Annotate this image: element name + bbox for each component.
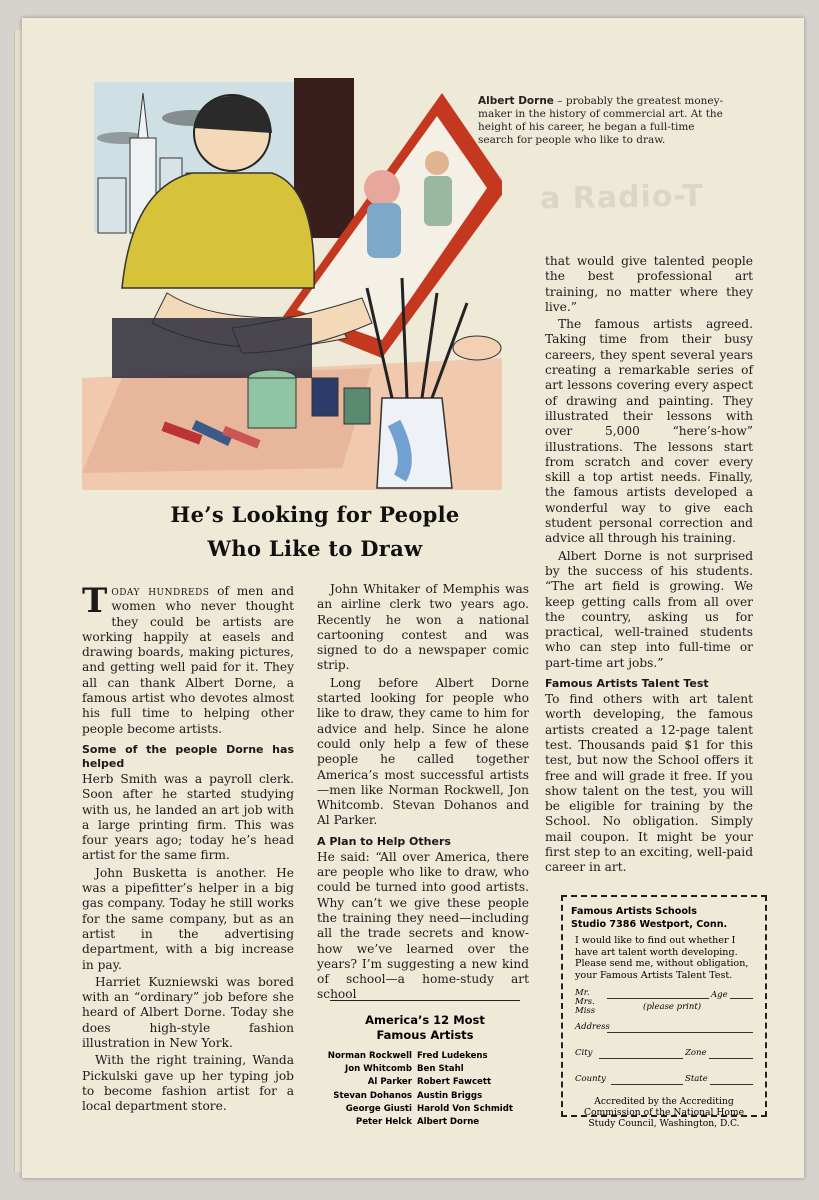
drop-cap: T [82,581,108,621]
artists-list-title [330,1013,520,1043]
article-paragraph: Herb Smith was a payroll clerk. Soon after he started studying with us, he landed an art job with a large printing firm. This was four years ago; today he’s head artist for the same firm. [82,771,294,863]
artist-name: Jon Whitcomb [345,1064,412,1075]
artist-name: Ben Stahl [417,1064,464,1075]
artist-name: Fred Ludekens [417,1051,488,1061]
article-paragraph: With the right training, Wanda Pickulski gave up her typing job to become fashion artist for a local department store. [82,1053,294,1114]
article-paragraph: John Busketta is another. He was a pipefitter’s helper in a big gas company. Today he still works for the same company, but as an artist in the advertising department, with a big increase in pay. [82,865,294,972]
headline-line-2: Who Like to Draw [207,536,423,561]
address-label: Address [575,1022,610,1032]
address-field[interactable] [571,1022,757,1034]
artists-names [312,1050,542,1129]
article-column-3 [545,254,753,878]
age-label: Age [711,990,728,1000]
artist-name: Austin Briggs [417,1090,483,1101]
subhead-people-helped: Some of the people Dorne has helped [82,742,294,770]
subhead-plan: A Plan to Help Others [317,834,451,848]
illustration-caption [478,95,728,147]
print-hint: (please print) [643,1002,702,1012]
artist-row [312,1090,542,1103]
artist-row [312,1116,542,1129]
artist-name: Robert Fawcett [417,1077,492,1088]
mail-coupon [561,895,767,1129]
city-zone-field[interactable] [571,1048,757,1060]
address-line [607,1032,753,1033]
headline [95,498,535,566]
artist-name: Harold Von Schmidt [417,1103,513,1114]
name-field[interactable] [571,989,757,1015]
county-line [611,1084,753,1085]
article-paragraph: Harriet Kuzniewski was bored with an “ordinary” job before she heard of Albert Dorne. Today she does high-style fashion illustration in New York. [82,974,294,1051]
article-paragraph: Long before Albert Dorne started looking for people who like to draw, they came to him for advice and help. Since he alone could only help a few of these people he called together America’s most successful artists —men like Norman Rockwell, Jon Whitcomb. Stevan Dohanos and Al Parker. [317,675,529,828]
artist-name: Al Parker [367,1077,412,1088]
article-paragraph: He said: “All over America, there are people who like to draw, who could be turned into good artists. Why can’t we give these people the training they need—including all the trade secrets and know-how we’ve learned over the years? I’m suggesting a new kind of school—a home-study art school [317,849,529,1002]
artists-title-line-2: Famous Artists [376,1028,474,1042]
artist-row [312,1076,542,1089]
coupon-title-2: Studio 7386 Westport, Conn. [571,919,728,930]
headline-line-1: He’s Looking for People [170,502,460,527]
bleed-through-text: a Radio-T [539,178,705,217]
divider-rule [330,1000,520,1001]
article-paragraph: To find others with art talent worth developing, the famous artists created a 12-page talent test. Thousands paid $1 for this test, but now the School offers it free and will grade it free. If you show talent on the test, you will be eligible for training by the School. No obligation. Simply mail coupon. It might be your first step to an exciting, well-paid career in art. [545,692,753,875]
artist-row [312,1063,542,1076]
artist-name: Stevan Dohanos [333,1090,412,1101]
city-label: City [575,1048,593,1058]
name-line [607,998,753,999]
artist-name: Norman Rockwell [327,1051,412,1061]
county-state-field[interactable] [571,1074,757,1086]
article-paragraph: that would give talented people the best professional art training, no matter where they live.” [545,254,753,314]
article-column-1 [82,581,294,1117]
artists-title-line-1: America’s 12 Most [365,1013,485,1027]
artist-name: Peter Helck [355,1117,412,1128]
artist-illustration [82,78,502,490]
city-line [599,1058,753,1059]
article-paragraph: John Whitaker of Memphis was an airline clerk two years ago. Recently he won a national cartooning contest and was signed to do a newspaper comic strip. [317,582,529,673]
artist-row [312,1050,542,1063]
paragraph-text: of men and women who never thought they could be artists are working happily at easels and drawing boards, making pictures, and getting well paid for it. They all can thank Albert Dorne, a famous artist who devotes almost his full time to helping other people become artists. [82,584,294,736]
article-column-2 [317,582,529,1005]
caption-text: – probably the greatest money-maker in the history of commercial art. At the height of his career, he began a full-time search for people who like to draw. [478,95,724,146]
artist-name: Albert Dorne [417,1117,480,1128]
coupon-title-1: Famous Artists Schools [571,906,697,917]
subhead-talent-test: Famous Artists Talent Test [545,677,709,691]
zone-label: Zone [685,1048,707,1058]
artist-row [312,1103,542,1116]
caption-name: Albert Dorne [478,95,554,107]
artist-name: George Giusti [345,1103,412,1114]
article-paragraph [82,581,294,737]
name-field-labels: Mr. Mrs. Miss [575,988,596,1016]
coupon-body: I would like to find out whether I have art talent worth developing. Please send me, without obligation, your Famous Artists Talent Test. [575,935,749,981]
article-paragraph: Albert Dorne is not surprised by the success of his students. “The art field is growing. We keep getting calls from all over the country, asking us for practical, well-trained students who can step into full-time or part-time art jobs.” [545,548,753,670]
accreditation-note: Accredited by the Accrediting Commission of the National Home Study Council, Washington, D.C. [583,1096,745,1129]
state-label: State [685,1074,708,1084]
article-paragraph: The famous artists agreed. Taking time from their busy careers, they spent several years creating a remarkable series of art lessons covering every aspect of drawing and painting. They illustrated their lessons with over 5,000 “here’s-how” illustrations. The lessons start from scratch and cover every skill a top artist needs. Finally, the famous artists developed a wonderful way to give each student personal correction and advice all through his training. [545,317,753,546]
county-label: County [575,1074,606,1084]
small-caps-lead: oday hundreds [111,584,210,598]
